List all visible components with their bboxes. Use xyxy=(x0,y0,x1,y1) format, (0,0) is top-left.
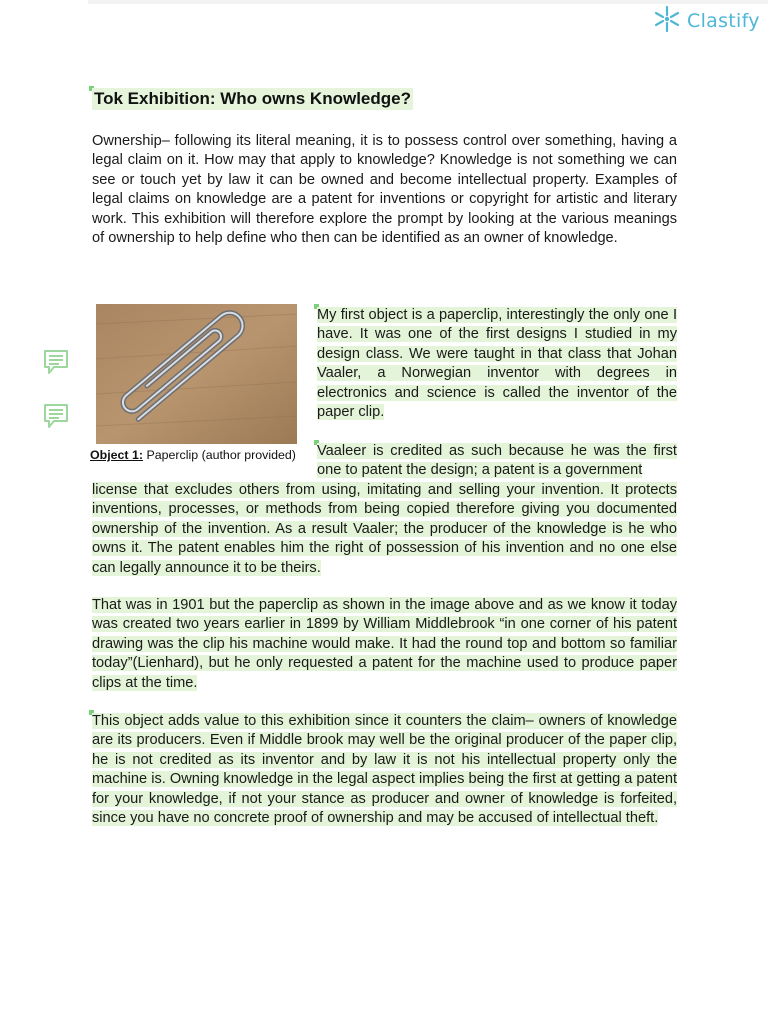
highlighted-text: That was in 1901 but the paperclip as shown in the image above and as we know it today was created two years earlier in 1899 by William Middlebrook “in one corner of his patent drawing was the clip his machine would make. It had the round top and bottom so familiar today”(Lienhard), but he only requested a patent for the machine used to produce paper clips at the time. xyxy=(92,597,677,691)
highlighted-text: This object adds value to this exhibition since it counters the claim– owners of knowledge are its producers. Even if Middle brook may well be the original producer of the paper clip, he is not credited as its inventor and by law it is not his intellectual property only the machine is. Owning knowledge in the legal aspect implies being the first at getting a patent for your knowledge, if not your stance as producer and owner of knowledge is forfeited, since you have no concrete proof of ownership and may be accused of intellectual theft. xyxy=(92,713,677,827)
clastify-logo[interactable] xyxy=(652,6,760,36)
caption-text: Paperclip (author provided) xyxy=(143,448,296,462)
comment-icon[interactable] xyxy=(42,402,70,430)
intro-text: Ownership– following its literal meaning, it is to possess control over something, having a legal claim on it. How may that apply to knowledge? Knowledge is not something we can see or touch yet by law it can be owned and become intellectual property. Examples of legal claims on knowledge are a patent for inventions or copyright for artistic and literary work. This exhibition will therefore explore the prompt by looking at the various meanings of ownership to help define who then can be identified as an owner of knowledge. xyxy=(92,133,677,247)
caption-label: Object 1: xyxy=(90,448,144,462)
highlighted-text: Vaaleer is credited as such because he was the first one to patent the design; a patent is a government xyxy=(317,443,677,479)
figure-caption xyxy=(90,448,296,462)
first-object-paragraph xyxy=(317,306,677,422)
value-paragraph xyxy=(92,712,677,828)
page-title: Tok Exhibition: Who owns Knowledge? xyxy=(94,89,411,108)
comment-icon[interactable] xyxy=(42,348,70,376)
snowflake-spark-icon xyxy=(652,4,682,39)
vaaleer-paragraph-lead xyxy=(317,442,677,481)
paperclip-photo xyxy=(96,304,297,444)
brand-name: Clastify xyxy=(687,10,760,32)
highlighted-text: license that excludes others from using, imitating and selling your invention. It protects inventions, processes, or methods from being copied therefore giving you documented ownership of the invention. As a result Vaaler; the producer of the knowledge is he who owns it. The patent enables him the right of possession of his invention and no one else can legally announce it to be theirs. xyxy=(92,482,677,576)
highlighted-text: My first object is a paperclip, interestingly the only one I have. It was one of the first designs I studied in my design class. We were taught in that class that Johan Vaaler, a Norwegian inventor with degrees in electronics and science is called the inventor of the paper clip. xyxy=(317,307,677,421)
middlebrook-paragraph xyxy=(92,596,677,693)
vaaleer-paragraph-rest xyxy=(92,481,677,578)
intro-paragraph xyxy=(92,132,677,248)
